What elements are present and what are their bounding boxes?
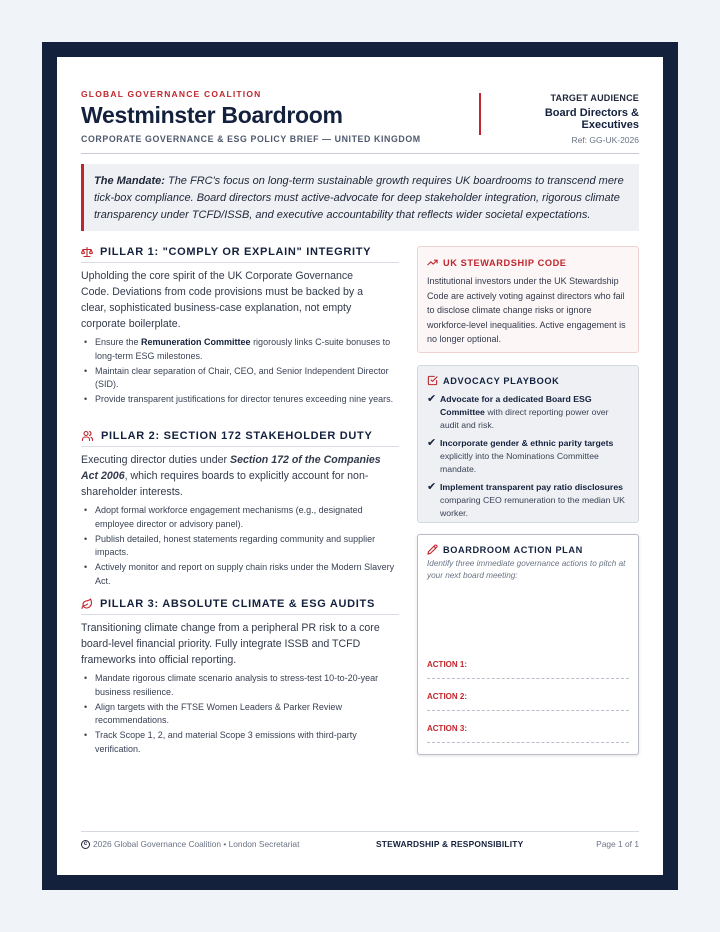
action-plan-subtitle: Identify three immediate governance actions to pitch at your next board meeting: bbox=[427, 559, 626, 580]
pillar-2-body: Executing director duties under Section 172 of the Companies Act 2006, which requires boards to explicitly account for non-shareholder interests. bbox=[81, 454, 381, 498]
pillar-3-title: PILLAR 3: ABSOLUTE CLIMATE & ESG AUDITS bbox=[100, 598, 376, 610]
pen-icon bbox=[427, 544, 438, 555]
list-item: • Maintain clear separation of Chair, CEO, and Senior Independent Director (SID). bbox=[81, 365, 399, 392]
stewardship-card-heading bbox=[427, 257, 629, 268]
mandate-label: The Mandate: bbox=[94, 175, 165, 187]
playbook-item: ✔ Implement transparent pay ratio disclosures comparing CEO remuneration to the median UK worker. bbox=[427, 481, 625, 518]
mandate-text: The FRC's focus on long-term sustainable growth requires UK boardrooms to transcend mere tick-box compliance. Board directors must active-advocate for deep stakeholder integration, rigorous climate transparency under TCFD/ISSB, and executive accountability that reflects wider societal expectations. bbox=[94, 175, 624, 221]
check-icon: ✔ bbox=[427, 393, 437, 405]
scales-icon bbox=[81, 246, 93, 258]
stewardship-text: Institutional investors under the UK Stewardship Code are actively voting against directors who fail to disclose climate change risks or ignore workforce-level inequalities. Active engagement is no longer optional. bbox=[427, 276, 626, 344]
reference-code: Ref: GG-UK-2026 bbox=[571, 135, 639, 145]
list-item: • Actively monitor and report on supply chain risks under the Modern Slavery Act. bbox=[81, 561, 399, 588]
checkbox-icon bbox=[427, 375, 438, 386]
list-item: • Publish detailed, honest statements regarding community and supplier impacts. bbox=[81, 533, 399, 560]
action-line-3[interactable]: ACTION 3: bbox=[427, 724, 629, 743]
mandate-callout bbox=[81, 164, 639, 231]
stewardship-card bbox=[417, 246, 639, 353]
trending-up-icon bbox=[427, 257, 438, 268]
action-plan-card bbox=[417, 534, 639, 755]
header-divider bbox=[81, 153, 639, 154]
check-icon: ✔ bbox=[427, 437, 437, 449]
leaf-icon bbox=[81, 598, 93, 610]
pillar-1-title: PILLAR 1: "COMPLY OR EXPLAIN" INTEGRITY bbox=[100, 246, 372, 258]
list-item: • Track Scope 1, 2, and material Scope 3 emissions with third-party verification. bbox=[81, 729, 399, 756]
pillar-3-heading bbox=[81, 598, 399, 615]
playbook-item: ✔ Advocate for a dedicated Board ESG Committee with direct reporting power over audit and risk. bbox=[427, 393, 609, 430]
action-line-1[interactable]: ACTION 1: bbox=[427, 660, 629, 679]
pillar-1-bullets bbox=[81, 336, 399, 408]
playbook-card bbox=[417, 365, 639, 523]
pillar-2-bullets bbox=[81, 504, 399, 590]
pillar-3-bullets bbox=[81, 672, 399, 758]
document-page bbox=[57, 57, 663, 875]
stewardship-title: UK STEWARDSHIP CODE bbox=[443, 257, 567, 268]
action-plan-heading bbox=[427, 544, 629, 555]
playbook-item: ✔ Incorporate gender & ethnic parity targets explicitly into the Nominations Committee mandate. bbox=[427, 437, 614, 474]
users-icon bbox=[81, 430, 94, 442]
list-item: • Ensure the Remuneration Committee rigorously links C-suite bonuses to long-term ESG milestones. bbox=[81, 336, 399, 363]
list-item: • Adopt formal workforce engagement mechanisms (e.g., designated employee director or advisory panel). bbox=[81, 504, 399, 531]
audience-block bbox=[479, 93, 639, 145]
playbook-title: ADVOCACY PLAYBOOK bbox=[443, 375, 560, 386]
list-item: • Mandate rigorous climate scenario analysis to stress-test 10-to-20-year business resilience. bbox=[81, 672, 399, 699]
audience-label: TARGET AUDIENCE bbox=[550, 93, 639, 103]
pillar-3-body: Transitioning climate change from a peripheral PR risk to a core board-level financial priority. Fully integrate ISSB and TCFD frameworks into official reporting. bbox=[81, 622, 380, 666]
page-subtitle: CORPORATE GOVERNANCE & ESG POLICY BRIEF — UNITED KINGDOM bbox=[81, 134, 421, 144]
pillar-1-heading bbox=[81, 246, 399, 263]
footer-tagline: STEWARDSHIP & RESPONSIBILITY bbox=[376, 839, 524, 849]
playbook-card-heading bbox=[427, 375, 629, 386]
copyright-icon: c bbox=[81, 840, 90, 849]
pillar-2-title: PILLAR 2: SECTION 172 STAKEHOLDER DUTY bbox=[101, 430, 373, 442]
footer-copyright: c 2026 Global Governance Coalition • London Secretariat bbox=[81, 839, 299, 849]
list-item: • Provide transparent justifications for director tenures exceeding nine years. bbox=[81, 393, 399, 407]
action-line-2[interactable]: ACTION 2: bbox=[427, 692, 629, 711]
action-plan-title: BOARDROOM ACTION PLAN bbox=[443, 544, 583, 555]
pillar-1-body: Upholding the core spirit of the UK Corporate Governance Code. Deviations from code provisions must be backed by a clear, sophisticated business-case explanation, not empty corporate boilerplate. bbox=[81, 270, 364, 330]
org-name: GLOBAL GOVERNANCE COALITION bbox=[81, 89, 262, 99]
check-icon: ✔ bbox=[427, 481, 437, 493]
footer-divider bbox=[81, 831, 639, 832]
page-frame bbox=[42, 42, 678, 890]
list-item: • Align targets with the FTSE Women Leaders & Parker Review recommendations. bbox=[81, 701, 399, 728]
page-title: Westminster Boardroom bbox=[81, 102, 343, 128]
page-number: Page 1 of 1 bbox=[596, 839, 639, 849]
audience-value: Board Directors & Executives bbox=[544, 107, 639, 131]
pillar-2-heading bbox=[81, 430, 399, 447]
